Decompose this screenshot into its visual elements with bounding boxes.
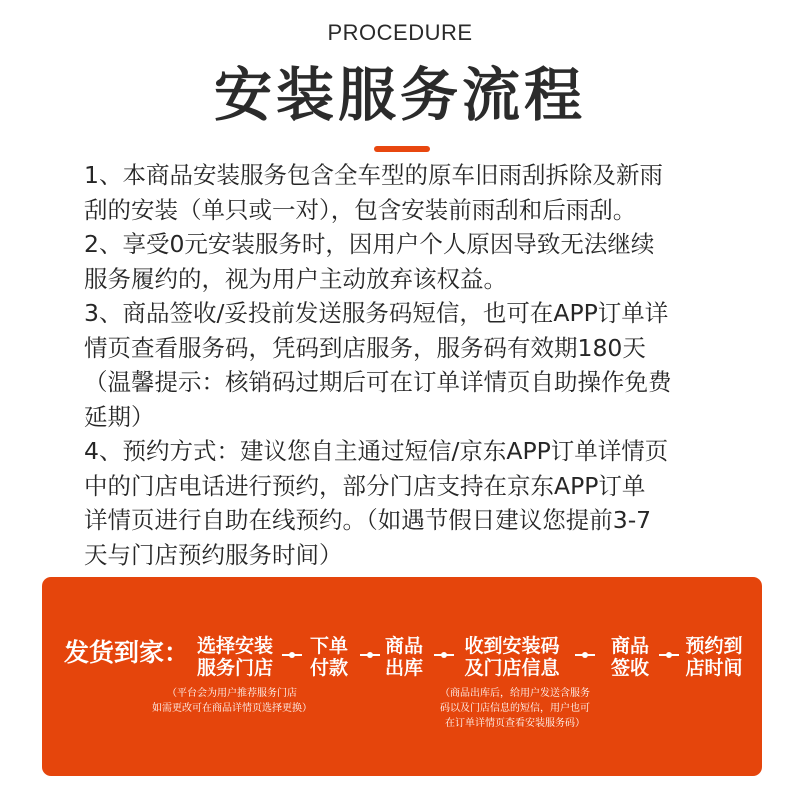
process-flow-panel xyxy=(42,577,762,776)
flow-step-order-pay xyxy=(306,635,352,679)
terms-line: 4、预约方式：建议您自主通过短信/京东APP订单详情页 xyxy=(84,437,669,465)
flow-lead-label: 发货到家： xyxy=(64,638,190,667)
flow-connector-icon xyxy=(360,654,380,656)
step-label-line1: 选择安装 xyxy=(196,635,273,657)
terms-line: 详情页进行自助在线预约。（如遇节假日建议您提前3-7 xyxy=(84,506,652,534)
note-line: 码以及门店信息的短信，用户也可 xyxy=(440,703,590,714)
flow-step-select-store xyxy=(190,635,280,679)
terms-line: 中的门店电话进行预约，部分门店支持在京东APP订单 xyxy=(84,471,646,500)
step-label-line2: 店时间 xyxy=(685,657,743,679)
terms-line: 刮的安装（单只或一对），包含安装前雨刮和后雨刮。 xyxy=(84,195,637,224)
flow-connector-icon xyxy=(282,654,302,656)
terms-line: 服务履约的，视为用户主动放弃该权益。 xyxy=(84,264,507,293)
step-label-line1: 预约到 xyxy=(685,635,743,657)
store-selection-note xyxy=(142,686,322,716)
step-label-line1: 收到安装码 xyxy=(464,635,560,657)
terms-line: 1、本商品安装服务包含全车型的原车旧雨刮拆除及新雨 xyxy=(84,161,663,189)
step-label-line1: 下单 xyxy=(309,635,348,657)
terms-line: 延期） xyxy=(84,402,155,431)
install-code-note xyxy=(430,686,600,731)
section-eyebrow: PROCEDURE xyxy=(327,20,473,45)
flow-step-book-time xyxy=(682,635,746,679)
flow-step-sign-receipt xyxy=(608,635,652,679)
terms-line: 天与门店预约服务时间） xyxy=(84,540,343,569)
note-line: （商品出库后，给用户发送含服务 xyxy=(440,688,590,699)
terms-line: 情页查看服务码，凭码到店服务，服务码有效期180天 xyxy=(84,333,646,362)
flow-connector-icon xyxy=(659,654,679,656)
step-label-line2: 签收 xyxy=(610,657,649,679)
flow-step-ship-out xyxy=(382,635,426,679)
step-label-line1: 商品 xyxy=(384,635,423,657)
note-line: 在订单详情页查看安装服务码） xyxy=(445,718,585,729)
terms-line: （温馨提示：核销码过期后可在订单详情页自助操作免费 xyxy=(84,368,672,396)
flow-step-receive-code xyxy=(460,635,564,679)
note-line: 如需更改可在商品详情页选择更换） xyxy=(152,703,312,714)
step-label-line2: 出库 xyxy=(384,657,423,679)
terms-line: 2、享受0元安装服务时，因用户个人原因导致无法继续 xyxy=(84,230,655,258)
step-label-line2: 及门店信息 xyxy=(464,657,560,679)
flow-connector-icon xyxy=(575,654,595,656)
service-terms xyxy=(84,158,734,572)
step-label-line2: 服务门店 xyxy=(196,657,273,679)
page-title: 安装服务流程 xyxy=(213,61,586,129)
step-label-line1: 商品 xyxy=(610,635,649,657)
step-label-line2: 付款 xyxy=(309,657,348,679)
terms-line: 3、商品签收/妥投前发送服务码短信，也可在APP订单详 xyxy=(84,299,669,327)
flow-connector-icon xyxy=(434,654,454,656)
note-line: （平台会为用户推荐服务门店 xyxy=(167,688,297,699)
title-underline-divider xyxy=(374,146,430,152)
